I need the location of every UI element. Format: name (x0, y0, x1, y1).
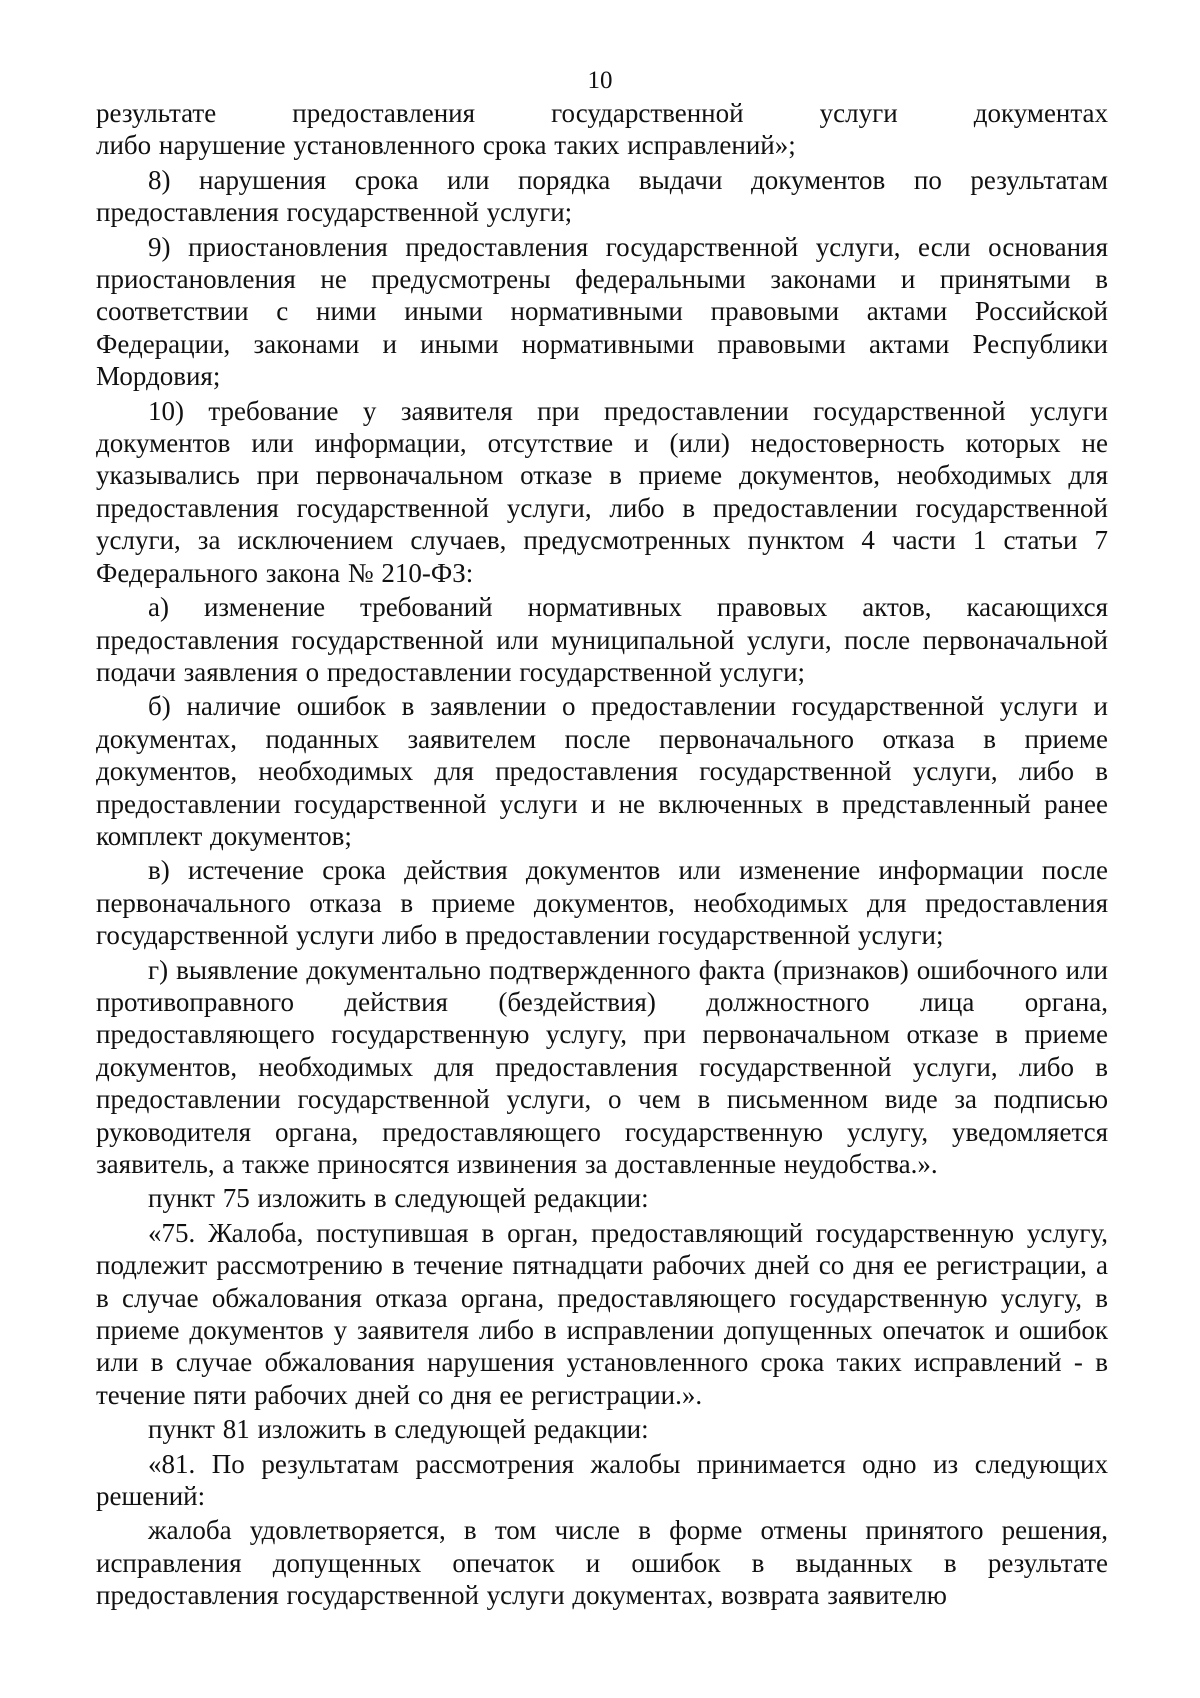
paragraph-subitem-a: а) изменение требований нормативных правовых актов, касающихся предоставления государственной или муниципальной услуги, после первоначальной подачи заявления о предоставлении государственной услуги; (96, 592, 1108, 687)
paragraph-point-75: «75. Жалоба, поступившая в орган, предоставляющий государственную услугу, подлежит рассмотрению в течение пятнадцати рабочих дней со дня ее регистрации, а в случае обжалования отказа органа, предоставляющего государственную услугу, в приеме документов у заявителя либо в исправлении допущенных опечаток и ошибок или в случае обжалования нарушения установленного срока таких исправлений - в течение пяти рабочих дней со дня ее регистрации.». (96, 1217, 1108, 1410)
paragraph-point-81: «81. По результатам рассмотрения жалобы принимается одно из следующих решений: (96, 1448, 1108, 1512)
paragraph-continuation (96, 97, 1108, 162)
paragraph-item-10: 10) требование у заявителя при предоставлении государственной услуги документов или информации, отсутствие и (или) недостоверность которых не указывались при первоначальном отказе в приеме документов, необходимых для предоставления государственной услуги, либо в предоставлении государственной услуги, за исключением случаев, предусмотренных пунктом 4 части 1 статьи 7 Федерального закона № 210-ФЗ: (96, 395, 1108, 588)
paragraph-item-8: 8) нарушения срока или порядка выдачи документов по результатам предоставления государственной услуги; (96, 164, 1108, 228)
paragraph-complaint-satisfied: жалоба удовлетворяется, в том числе в форме отмены принятого решения, исправления допущенных опечаток и ошибок в выданных в результате предоставления государственной услуги документах, возврата заявителю (96, 1515, 1108, 1611)
paragraph-subitem-b: б) наличие ошибок в заявлении о предоставлении государственной услуги и документах, поданных заявителем после первоначального отказа в приеме документов, необходимых для предоставления государственной услуги, либо в предоставлении государственной услуги и не включенных в представленный ранее комплект документов; (96, 691, 1108, 851)
paragraph-point-75-heading: пункт 75 изложить в следующей редакции: (148, 1183, 649, 1214)
paragraph-subitem-v: в) истечение срока действия документов или изменение информации после первоначального отказа в приеме документов, необходимых для предоставления государственной услуги либо в предоставлении государственной услуги; (96, 855, 1108, 951)
paragraph-line: результате предоставления государственной услуги документах (96, 98, 1108, 128)
page-number: 10 (587, 67, 613, 94)
paragraph-line: либо нарушение установленного срока таких исправлений»; (96, 130, 796, 161)
paragraph-point-81-heading: пункт 81 изложить в следующей редакции: (148, 1414, 649, 1445)
document-body (96, 97, 1108, 1612)
paragraph-item-9: 9) приостановления предоставления государственной услуги, если основания приостановления не предусмотрены федеральными законами и принятыми в соответствии с ними иными нормативными правовыми актами Российской Федерации, законами и иными нормативными правовыми актами Республики Мордовия; (96, 231, 1108, 392)
paragraph-subitem-g: г) выявление документально подтвержденного факта (признаков) ошибочного или противоправного действия (бездействия) должностного лица органа, предоставляющего государственную услугу, при первоначальном отказе в приеме документов, необходимых для предоставления государственной услуги, либо в предоставлении государственной услуги, о чем в письменном виде за подписью руководителя органа, предоставляющего государственную услугу, уведомляется заявитель, а также приносятся извинения за доставленные неудобства.». (96, 954, 1108, 1179)
